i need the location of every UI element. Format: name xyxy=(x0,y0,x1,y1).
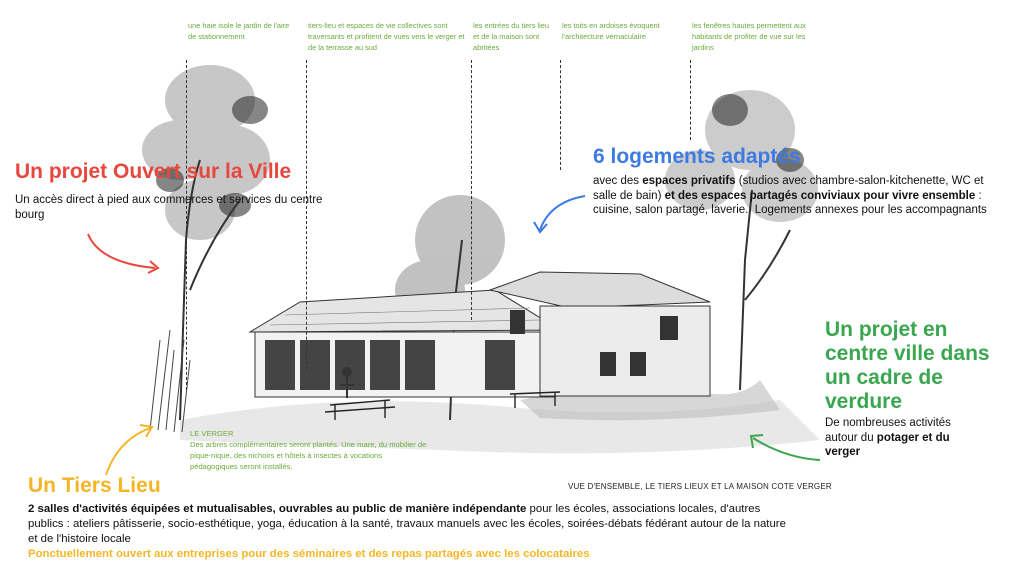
leader-line-1 xyxy=(186,60,187,390)
annotation-toits: les toits en ardoises évoquent l'architecture vernaculaire xyxy=(562,21,660,41)
leader-line-4 xyxy=(560,60,561,170)
blue-arrow-icon xyxy=(530,190,590,240)
verger-body: Des arbres complémentaires seront plantés. Une mare, du mobilier de pique-nique, des nichoirs et hôtels à insectes à vocations pédagogiques seront installés. xyxy=(190,440,427,471)
sketch-caption: VUE D'ENSEMBLE, LE TIERS LIEUX ET LA MAISON COTE VERGER xyxy=(568,482,832,491)
annotation-fenetres: les fenêtres hautes permettent aux habitants de profiter de vue sur les jardins xyxy=(692,21,806,52)
logements-title: 6 logements adaptés xyxy=(593,145,801,168)
ville-title: Un projet Ouvert sur la Ville xyxy=(15,160,292,183)
tiers-lieu-highlight: Ponctuellement ouvert aux entreprises pour des séminaires et des repas partagés avec les colocataires xyxy=(28,548,590,560)
leader-line-5 xyxy=(690,60,691,140)
yellow-arrow-icon xyxy=(100,420,160,480)
green-arrow-icon xyxy=(745,428,825,468)
centre-title: Un projet en centre ville dans un cadre de verdure xyxy=(825,318,990,413)
annotation-tiers-lieu: tiers-lieu et espaces de vie collectives sont traversants et profitent de vues vers le verger et de la terrasse au sud xyxy=(308,21,465,52)
ville-body: Un accès direct à pied aux commerces et services du centre bourg xyxy=(15,194,323,221)
annotation-entrees: les entrées du tiers lieu et de la maison sont abritées xyxy=(473,21,549,52)
centre-body: De nombreuses activités autour du potager et du verger xyxy=(825,417,951,458)
verger-note xyxy=(190,428,430,472)
annotation-haie: une haie isole le jardin de l'aire de stationnement xyxy=(188,21,290,41)
tiers-lieu-body: 2 salles d'activités équipées et mutualisables, ouvrables au public de manière indépendante pour les écoles, associations locales, d'autres publics : ateliers pâtisserie, socio-esthétique, yoga, éducation à la santé, travaux manuels avec les écoles, soirées-débats fédérant autour de la nature et de l'histoire locale Ponctuellement ouvert aux entreprises pour des séminaires et des repas partagés avec les colocataires xyxy=(28,503,786,560)
logements-body: avec des espaces privatifs (studios avec chambre-salon-kitchenette, WC et salle de bain) et des espaces partagés conviviaux pour vivre ensemble : cuisine, salon partagé, laverie.. Logements annexes pour les accompagnants xyxy=(593,175,987,216)
verger-title: LE VERGER xyxy=(190,429,234,438)
tiers-lieu-title: Un Tiers Lieu xyxy=(28,474,161,497)
architectural-sketch xyxy=(140,40,870,470)
leader-line-3 xyxy=(471,60,472,320)
red-arrow-icon xyxy=(80,228,170,278)
